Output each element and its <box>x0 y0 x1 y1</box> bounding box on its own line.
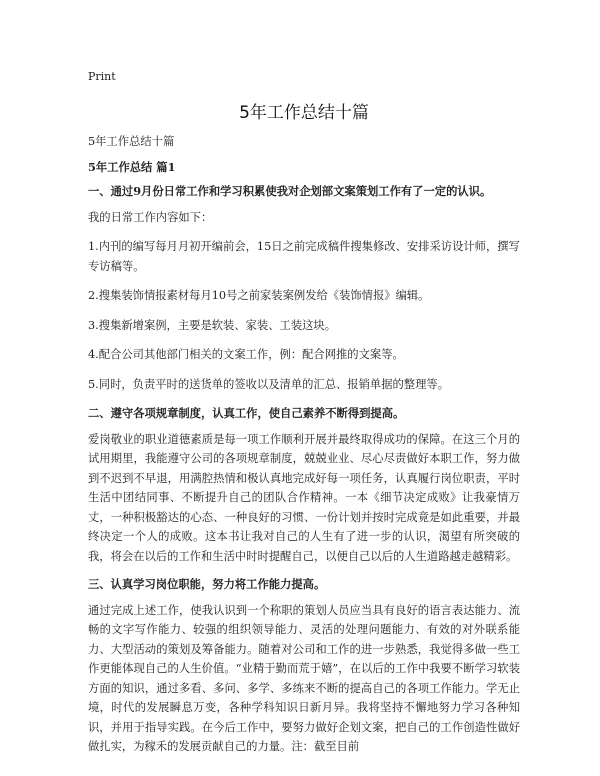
list-item: 5.同时，负责平时的送货单的签收以及清单的汇总、报销单据的整理等。 <box>88 377 449 391</box>
document-subtitle: 5年工作总结十篇 <box>88 135 175 148</box>
page-title: 5年工作总结十篇 <box>239 103 369 123</box>
section-heading-3: 三、认真学习岗位职能，努力将工作能力提高。 <box>88 577 326 591</box>
document-body <box>88 132 520 757</box>
section-heading-2: 二、遵守各项规章制度，认真工作，使自己素养不断得到提高。 <box>88 406 405 420</box>
section-heading-1: 一、通过9月份日常工作和学习积累使我对企划部文案策划工作有了一定的认识。 <box>88 184 492 198</box>
list-item: 3.搜集新增案例，主要是软装、家装、工装这块。 <box>88 318 337 332</box>
intro-paragraph: 我的日常工作内容如下： <box>88 210 213 224</box>
print-label: Print <box>88 70 116 83</box>
list-item: 4.配合公司其他部门相关的文案工作，例：配合网推的文案等。 <box>88 348 404 361</box>
list-item: 1.内刊的编写每月月初开编前会，15日之前完成稿件搜集修改、安排采访设计师，撰写专访稿等。 <box>88 240 520 273</box>
list-item: 2.搜集装饰情报素材每月10号之前家装案例发给《装饰情报》编辑。 <box>88 289 430 302</box>
section-3-paragraph: 通过完成上述工作，使我认识到一个称职的策划人员应当具有良好的语言表达能力、流畅的文字写作能力、较强的组织领导能力、灵活的处理问题能力、有效的对外联系能力、大型活动的策划及筹备能力。随着对公司和工作的进一步熟悉，我觉得多做一些工作更能体现自己的人生价值。“业精于勤而荒于嬉”，在以后的工作中我要不断学习软装方面的知识，通过多看、多问、多学、多练来不断的提高自己的各项工作能力。学无止境，时代的发展瞬息万变，各种学科知识日新月异。我将坚持不懈地努力学习各种知识，并用于指导实践。在今后工作中，要努力做好企划文案，把自己的工作创造性做好做扎实，为稼禾的发展贡献自己的力量。注：截至目前 <box>88 603 520 753</box>
section-2-paragraph: 爱岗敬业的职业道德素质是每一项工作顺利开展并最终取得成功的保障。在这三个月的试用期里，我能遵守公司的各项规章制度，兢兢业业、尽心尽责做好本职工作，努力做到不迟到不早退，用满腔热情和极认真地完成好每一项任务，认真履行岗位职责，平时生活中团结同事、不断提升自己的团队合作精神。一本《细节决定成败》让我豪情万丈，一种积极豁达的心态、一种良好的习惯、一份计划并按时完成竟是如此重要，并最终决定一个人的成败。这本书让我对自己的人生有了进一步的认识，渴望有所突破的我，将会在以后的工作和生活中时时提醒自己，以便自己以后的人生道路越走越精彩。 <box>88 432 520 563</box>
article-heading: 5年工作总结 篇1 <box>88 159 176 174</box>
